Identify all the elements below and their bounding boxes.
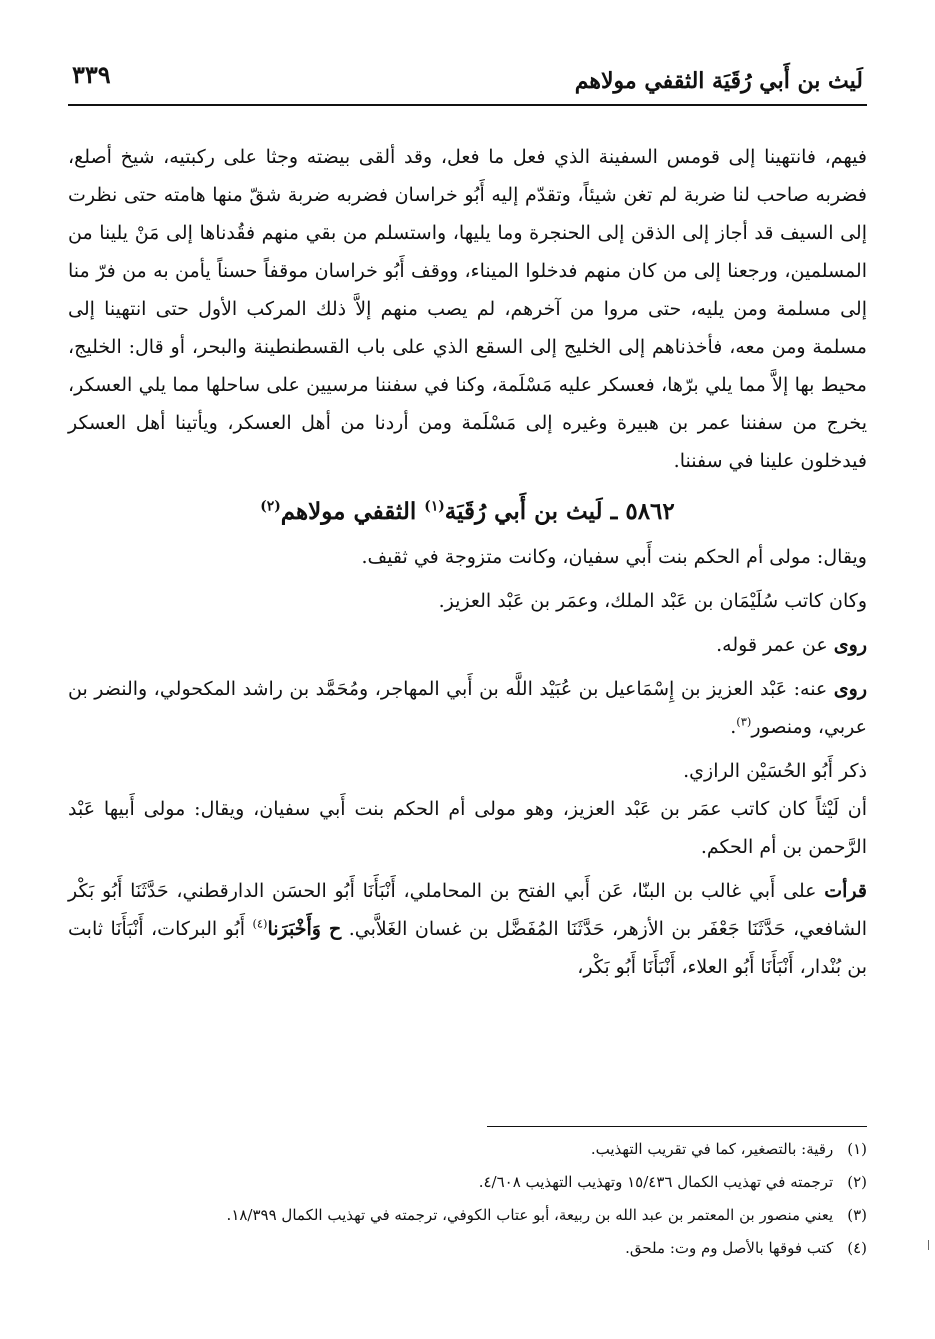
keyword: قرأت (824, 880, 867, 902)
footnote-divider (487, 1126, 867, 1127)
entry-number: ٥٨٦٢ ـ (610, 498, 675, 525)
text-span: . (730, 716, 737, 738)
footnotes (120, 1136, 867, 1268)
text-line (68, 670, 867, 746)
main-text (68, 138, 867, 986)
footnote-number: (٢) (847, 1173, 867, 1191)
footnote-number: (١) (847, 1140, 867, 1158)
footnote (120, 1169, 867, 1195)
text-span: على أَبي غالب بن البنّا، عَن أَبي الفتح بن المحاملي، أَنْبَأَنَا أَبُو الحسَن الدارقطني، حَدَّثَنَا أَبُو بَكْر الشافعي، حَدَّثَنَا جَعْفَر بن الأزهر، حَدَّثَنَا المُفَضَّل بن غسان الغَلاَّبي. (68, 880, 868, 940)
text-line: ويقال: مولى أم الحكم بنت أَبي سفيان، وكانت متزوجة في ثقيف. (361, 546, 867, 568)
footnote-text: كتب فوقها بالأصل وم وت: ملحق. (625, 1239, 834, 1257)
footnote-ref: (٢) (260, 498, 281, 515)
footnote (120, 1235, 867, 1261)
keyword: روى (833, 678, 867, 700)
running-title: لَيث بن أَبي رُقَيَة الثقفي مولاهم (574, 68, 863, 94)
page-number: ٣٣٩ (72, 60, 111, 89)
footnote (120, 1136, 867, 1162)
entry-name: لَيث بن أَبي رُقَيَة (444, 498, 603, 525)
entry-name-rest: الثقفي مولاهم (280, 498, 417, 525)
footnote-number: (٣) (847, 1206, 867, 1224)
footnote-text: ترجمته في تهذيب الكمال ١٥/٤٣٦ وتهذيب التهذيب ٤/٦٠٨. (478, 1173, 834, 1191)
footnote-ref: (٣) (736, 714, 752, 729)
footnote-text: يعني منصور بن المعتمر بن عبد الله بن ربيعة، أبو عتاب الكوفي، ترجمته في تهذيب الكمال ١٨/٣٩٩. (226, 1206, 834, 1224)
text-line (68, 626, 867, 664)
entry-heading (68, 490, 867, 534)
text-span: عن عمر قوله. (716, 634, 834, 656)
footnote (120, 1202, 867, 1228)
narrative-paragraph: فيهم، فانتهينا إلى قومس السفينة الذي فعل ما فعل، وقد ألقى بيضته وجثا على ركبتيه، شيخ أصلع، فضربه صاحب لنا ضربة لم تغن شيئاً، وتقدّم إليه أَبُو خراسان فضربه ضربة شقّ منها هامته حتى نظرت إلى السيف قد أجاز إلى الذقن إلى الحنجرة وما يليها، واستسلم من بقي منهم فقُدناها إلى مَنْ يلينا من المسلمين، ورجعنا إلى من كان منهم فدخلوا الميناء، ووقف أَبُو خراسان موقفاً حسناً يأمن به من فرّ منا إلى مسلمة ومن يليه، حتى مروا من آخرهم، لم يصب منهم إلاَّ ذلك المركب الأول حتى انتهينا إلى مسلمة ومن معه، فأخذناهم إلى الخليج إلى السقع الذي على باب القسطنطينة والبحر، أو قال: الخليج، محيط بها إلاَّ مما يلي برّها، فعسكر عليه مَسْلَمة، وكنا في سفننا مرسيين على ساحلها مما يلي العسكر، يخرج من سفننا عمر بن هبيرة وغيره إلى مَسْلَمة ومن أردنا من أهل العسكر، ويأتينا أهل العسكر فيدخلون علينا في سفننا. (68, 146, 867, 472)
text-span: عنه: عَبْد العزيز بن إِسْمَاعيل بن عُبَيْد اللَّه بن أَبي المهاجر، ومُحَمَّد بن راشد المكحولي، والنضر بن عربي، ومنصور (68, 678, 867, 738)
keyword: ح وَأَخْبَرَنا (267, 918, 342, 940)
page-header (68, 58, 867, 106)
footnote-ref: (١) (424, 498, 445, 515)
footnote-ref: (٤) (252, 916, 268, 931)
footnote-number: (٤) (847, 1239, 867, 1257)
text-line (68, 872, 867, 986)
text-span: أَبُو البركات، أَنْبَأَنَا ثابت بن بُنْدار، أَنْبَأَنَا أَبُو العلاء، أَنْبَأَنَا أَبُو بَكْر، (68, 918, 867, 978)
footnote-text: رقية: بالتصغير، كما في تقريب التهذيب. (590, 1140, 834, 1158)
text-line: وكان كاتب سُلَيْمَان بن عَبْد الملك، وعمَر بن عَبْد العزيز. (438, 590, 867, 612)
keyword: روى (833, 634, 867, 656)
text-line: ذكر أَبُو الحُسَيْن الرازي. (683, 760, 867, 782)
text-line: أن لَيْثاً كان كاتب عمَر بن عَبْد العزيز، وهو مولى أم الحكم بنت أَبي سفيان، ويقال: مولى أَبيها عَبْد الرَّحمن بن أم الحكم. (68, 798, 867, 858)
scan-margin-mark (928, 1240, 929, 1250)
